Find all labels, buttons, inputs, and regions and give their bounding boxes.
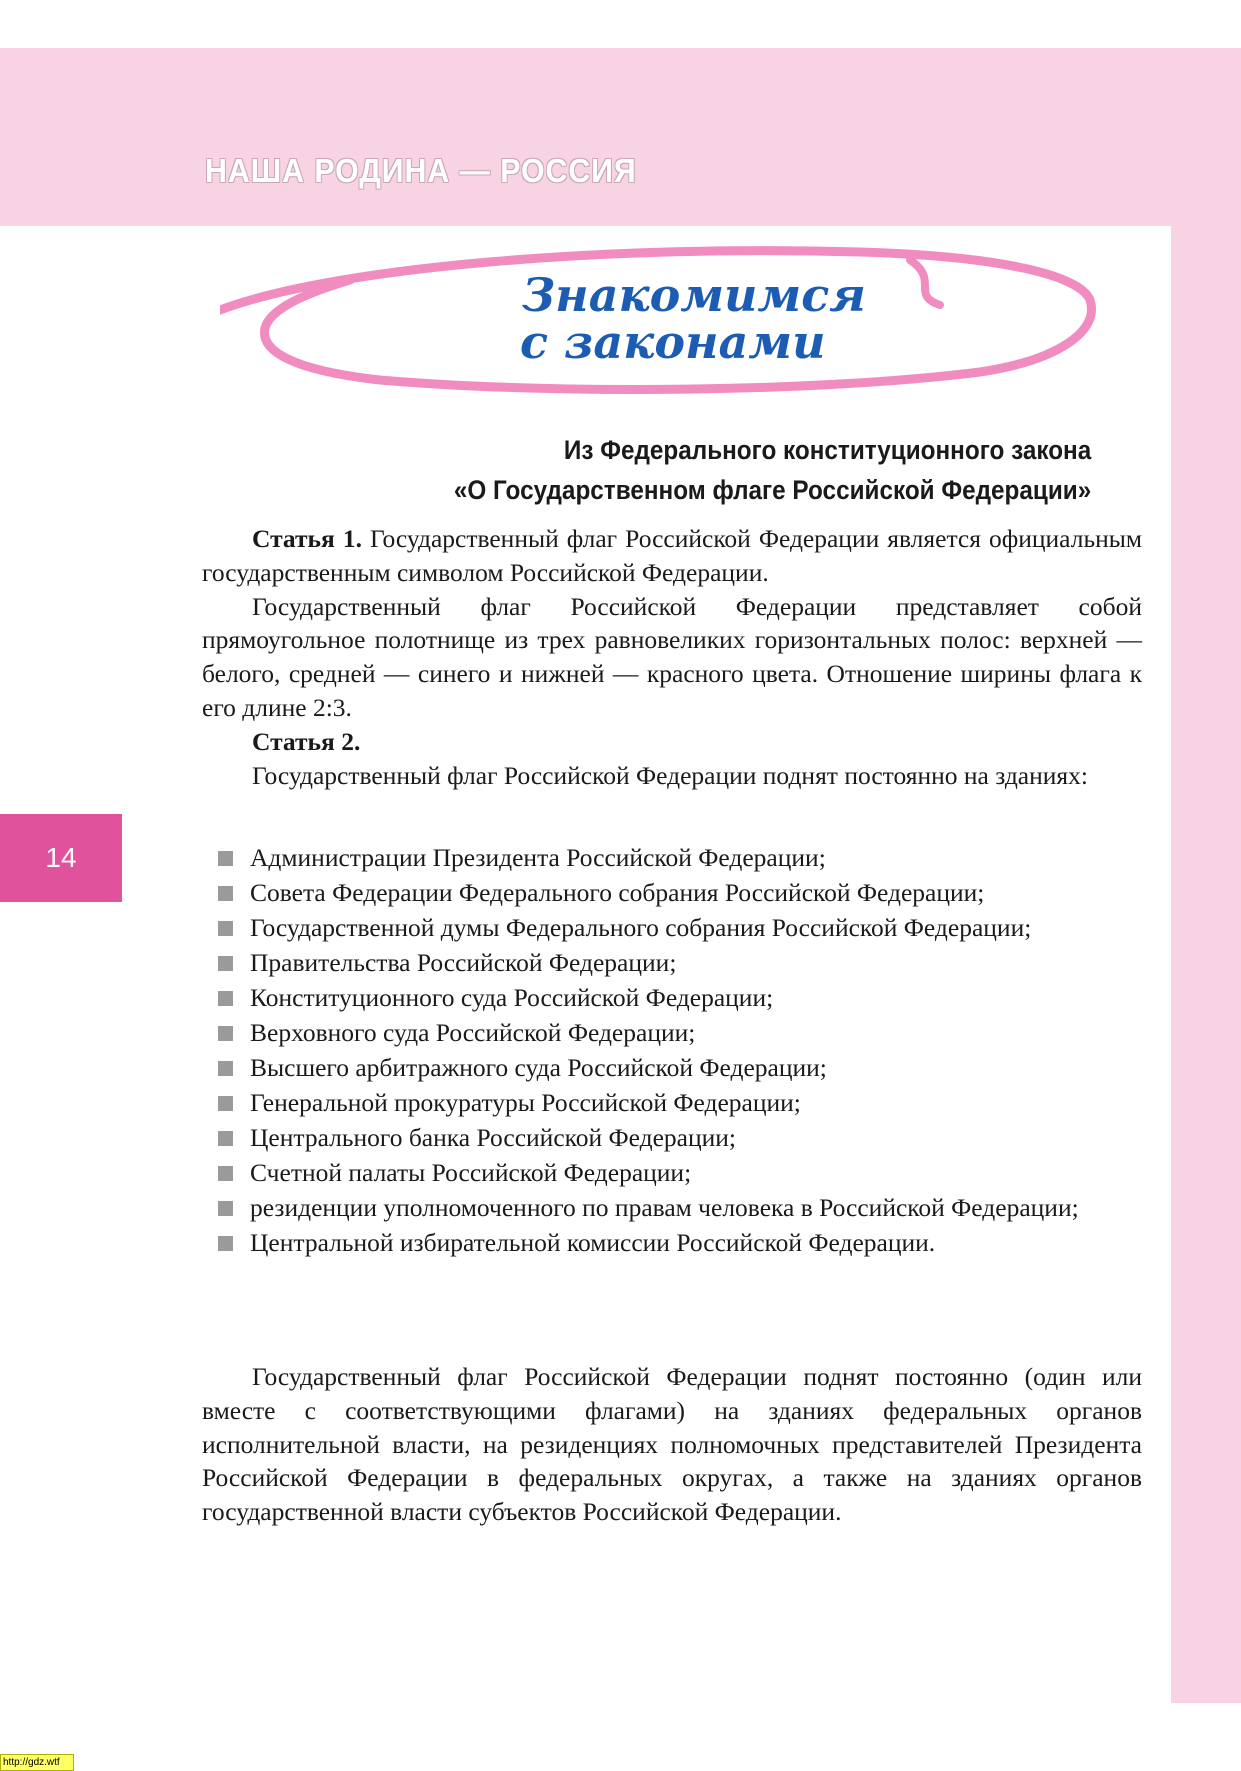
article-2-label: Статья 2.: [252, 726, 361, 756]
right-margin-strip: [1171, 48, 1241, 1703]
square-bullet-icon: [218, 1131, 233, 1146]
square-bullet-icon: [218, 851, 233, 866]
square-bullet-icon: [218, 1201, 233, 1216]
list-item: Высшего арбитражного суда Российской Федерации;: [218, 1050, 1143, 1085]
square-bullet-icon: [218, 1166, 233, 1181]
article-1-label: Статья 1.: [252, 524, 362, 553]
law-title: [454, 430, 1091, 510]
square-bullet-icon: [218, 1236, 233, 1251]
page-number: 14: [45, 842, 77, 873]
list-item: Правительства Российской Федерации;: [218, 945, 1143, 980]
buildings-list: [218, 840, 1143, 1260]
list-item: Верховного суда Российской Федерации;: [218, 1015, 1143, 1050]
square-bullet-icon: [218, 991, 233, 1006]
list-item: Центральной избирательной комиссии Российской Федерации.: [218, 1225, 1143, 1260]
list-item: Государственной думы Федерального собрания Российской Федерации;: [218, 910, 1143, 945]
heading-line-1: Знакомимся: [522, 268, 866, 322]
closing-paragraph: Государственный флаг Российской Федерации поднят постоянно (один или вместе с соответствующими флагами) на зданиях федеральных органов исполнительной власти, на резиденциях полномочных представителей Президента Российской Федерации в федеральных округах, а также на зданиях органов государственной власти субъектов Российской Федерации.: [202, 1362, 1142, 1527]
list-item: Генеральной прокуратуры Российской Федерации;: [218, 1085, 1143, 1120]
law-title-line-2: «О Государственном флаге Российской Федерации»: [453, 475, 1091, 505]
square-bullet-icon: [218, 921, 233, 936]
list-item: Конституционного суда Российской Федерации;: [218, 980, 1143, 1015]
square-bullet-icon: [218, 886, 233, 901]
article-1-paragraph: [202, 522, 1142, 590]
article-1-block: [202, 522, 1142, 792]
list-item: Совета Федерации Федерального собрания Российской Федерации;: [218, 875, 1143, 910]
section-title: НАША РОДИНА — РОССИЯ: [205, 152, 637, 189]
article-2-label-paragraph: [202, 725, 1142, 759]
list-item: Администрации Президента Российской Федерации;: [218, 840, 1143, 875]
closing-block: [202, 1360, 1142, 1529]
heading-line-2: с законами: [520, 315, 826, 369]
square-bullet-icon: [218, 1026, 233, 1041]
square-bullet-icon: [218, 1096, 233, 1111]
list-item: Счетной палаты Российской Федерации;: [218, 1155, 1143, 1190]
square-bullet-icon: [218, 956, 233, 971]
article-2-intro: Государственный флаг Российской Федерации поднят постоянно на зданиях:: [252, 760, 1088, 790]
header-band: [0, 48, 1241, 226]
footer-link[interactable]: http://gdz.wtf: [0, 1754, 74, 1771]
article-1-text: Государственный флаг Российской Федерации является официальным государственным символом Российской Федерации.: [202, 524, 1142, 587]
article-1-paragraph-2: Государственный флаг Российской Федерации представляет собой прямоугольное полотнище из трех равновеликих горизонтальных полос: верхней — белого, средней — синего и нижней — красного цвета. Отношение ширины флага к его длине 2:3.: [202, 591, 1142, 722]
square-bullet-icon: [218, 1061, 233, 1076]
law-title-line-1: Из Федерального конституционного закона: [563, 435, 1091, 465]
list-item: Центрального банка Российской Федерации;: [218, 1120, 1143, 1155]
oval-flourish: [910, 260, 940, 305]
list-item: резиденции уполномоченного по правам человека в Российской Федерации;: [218, 1190, 1143, 1225]
